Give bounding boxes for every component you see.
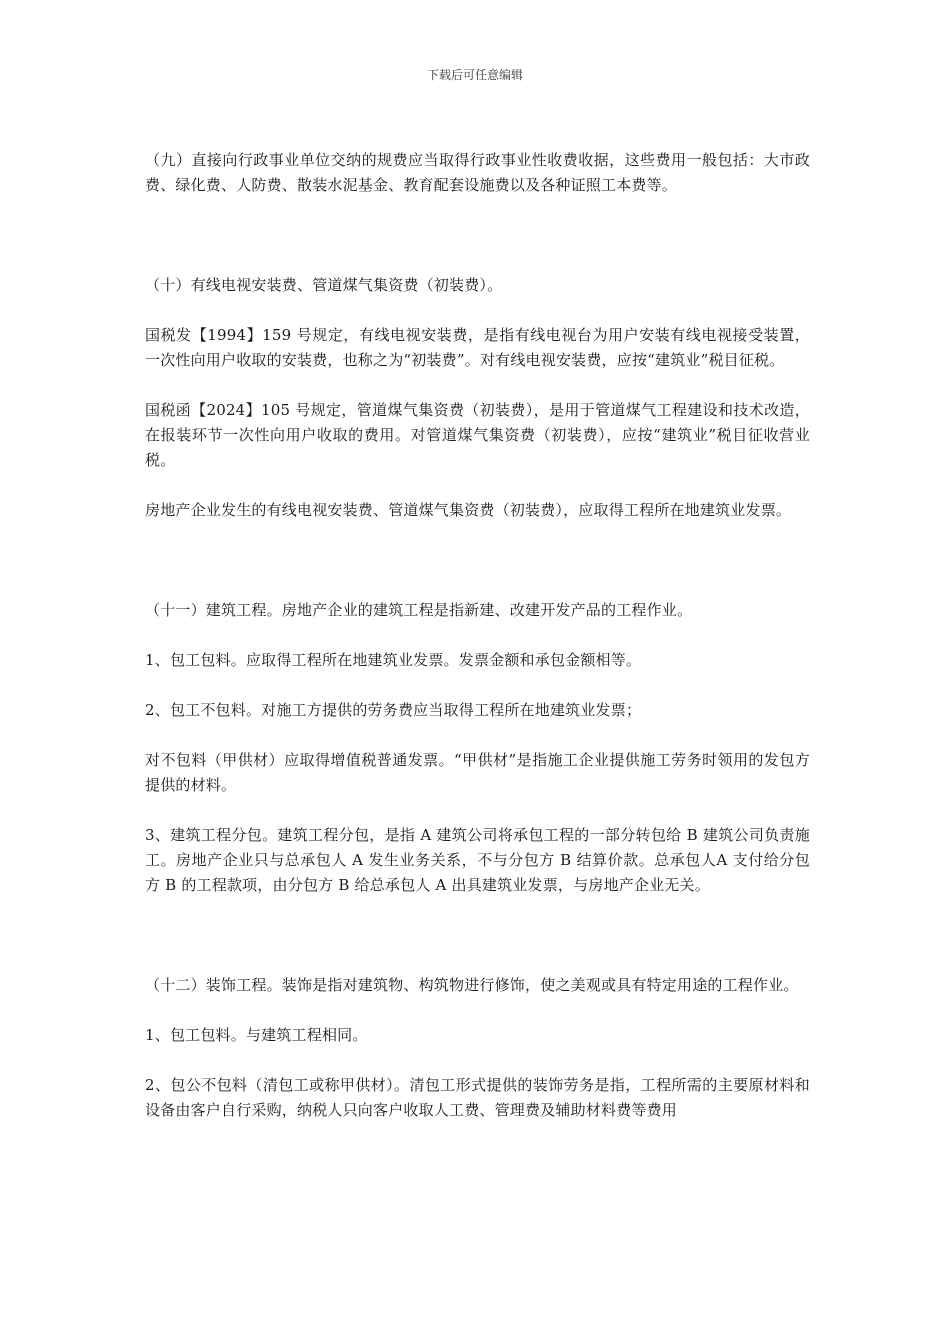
paragraph-invoice-requirement: 房地产企业发生的有线电视安装费、管道煤气集资费（初装费），应取得工程所在地建筑业发票。 bbox=[145, 501, 792, 519]
paragraph-item-10-heading: （十）有线电视安装费、管道煤气集资费（初装费）。 bbox=[145, 276, 503, 294]
document-body bbox=[145, 148, 810, 1123]
paragraph-item-12-1: 1、包工包料。与建筑工程相同。 bbox=[145, 1026, 368, 1044]
paragraph-item-11-2-material: 对不包料（甲供材）应取得增值税普通发票。“甲供材”是指施工企业提供施工劳务时领用的发包方提供的材料。 bbox=[145, 751, 810, 794]
paragraph-item-11-2: 2、包工不包料。对施工方提供的劳务费应当取得工程所在地建筑业发票； bbox=[145, 701, 642, 719]
paragraph-cable-tv-rule: 国税发【1994】159 号规定，有线电视安装费，是指有线电视台为用户安装有线电视接受装置，一次性向用户收取的安装费，也称之为“初装费”。对有线电视安装费，应按“建筑业”税目征税。 bbox=[145, 326, 810, 369]
paragraph-item-12-2: 2、包公不包料（清包工或称甲供材）。清包工形式提供的装饰劳务是指，工程所需的主要原材料和设备由客户自行采购，纳税人只向客户收取人工费、管理费及辅助材料费等费用 bbox=[145, 1076, 810, 1119]
paragraph-item-11-heading: （十一）建筑工程。房地产企业的建筑工程是指新建、改建开发产品的工程作业。 bbox=[145, 601, 693, 619]
paragraph-item-11-1: 1、包工包料。应取得工程所在地建筑业发票。发票金额和承包金额相等。 bbox=[145, 651, 642, 669]
page-header: 下载后可任意编辑 bbox=[426, 68, 523, 82]
paragraph-item-11-3: 3、建筑工程分包。建筑工程分包，是指 A 建筑公司将承包工程的一部分转包给 B 建筑公司负责施工。房地产企业只与总承包人 A 发生业务关系，不与分包方 B 结算价款。总承包人A 支付给分包方 B 的工程款项，由分包方 B 给总承包人 A 出具建筑业发票，与房地产企业无关。 bbox=[145, 826, 810, 894]
paragraph-item-12-heading: （十二）装饰工程。装饰是指对建筑物、构筑物进行修饰，使之美观或具有特定用途的工程作业。 bbox=[145, 976, 799, 994]
paragraph-item-9: （九）直接向行政事业单位交纳的规费应当取得行政事业性收费收据，这些费用一般包括：大市政费、绿化费、人防费、散装水泥基金、教育配套设施费以及各种证照工本费等。 bbox=[145, 151, 810, 194]
paragraph-gas-rule: 国税函【2024】105 号规定，管道煤气集资费（初装费），是用于管道煤气工程建设和技术改造，在报装环节一次性向用户收取的费用。对管道煤气集资费（初装费），应按“建筑业”税目征收营业税。 bbox=[145, 401, 810, 469]
